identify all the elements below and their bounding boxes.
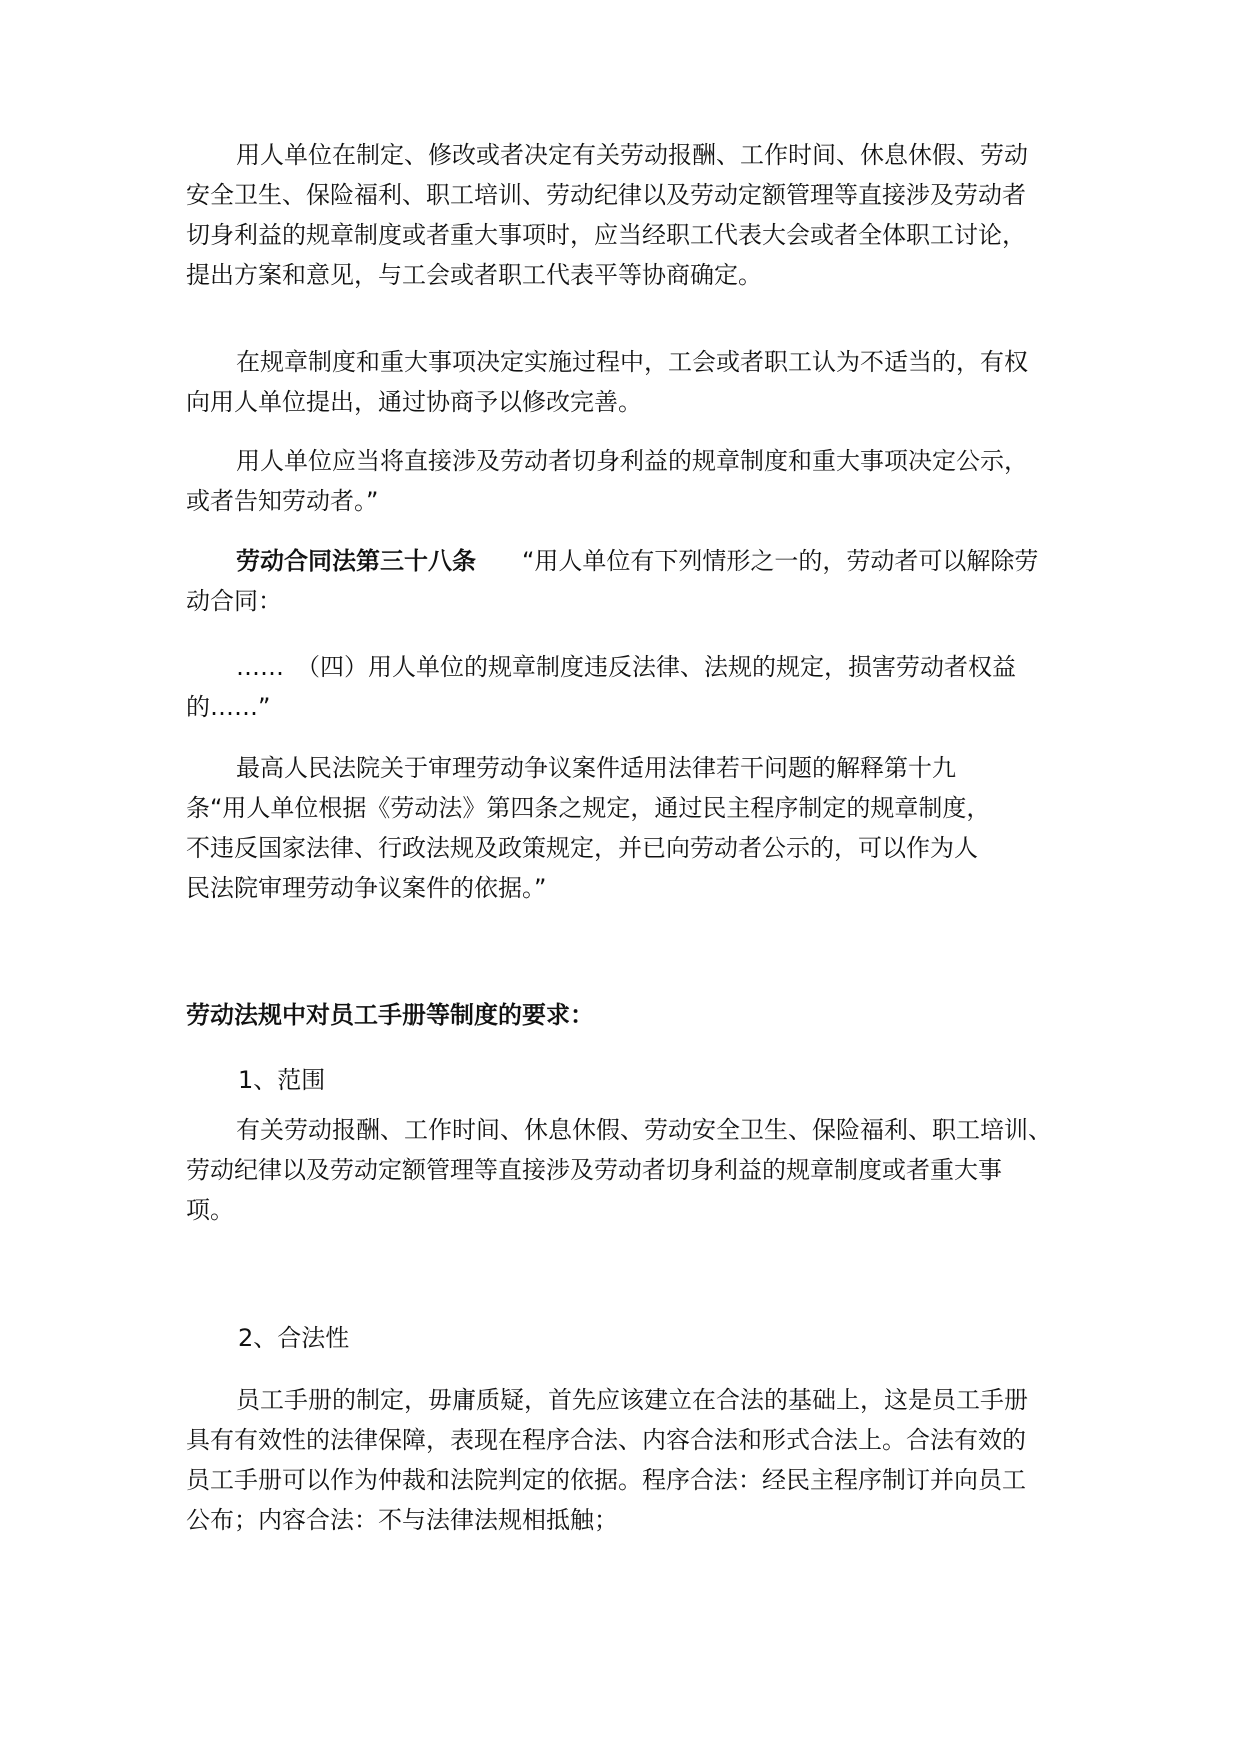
- subheading-text: 1、范围: [238, 1066, 326, 1094]
- subheading-text: 2、合法性: [238, 1324, 350, 1352]
- text-line: 不违反国家法律、行政法规及政策规定，并已向劳动者公示的，可以作为人: [186, 834, 978, 862]
- text-line: 或者告知劳动者。”: [186, 487, 379, 515]
- text-line: 员工手册可以作为仲裁和法院判定的依据。程序合法：经民主程序制订并向员工: [186, 1466, 1026, 1494]
- text-line: 劳动纪律以及劳动定额管理等直接涉及劳动者切身利益的规章制度或者重大事: [186, 1156, 1002, 1184]
- text-line: 有关劳动报酬、工作时间、休息休假、劳动安全卫生、保险福利、职工培训、: [236, 1116, 1052, 1144]
- text-line: 提出方案和意见，与工会或者职工代表平等协商确定。: [186, 261, 762, 289]
- text-line: 的……”: [186, 693, 271, 721]
- text-line: 向用人单位提出，通过协商予以修改完善。: [186, 388, 642, 416]
- text-line: 员工手册的制定，毋庸质疑，首先应该建立在合法的基础上，这是员工手册: [236, 1386, 1028, 1414]
- text-line: 条“用人单位根据《劳动法》第四条之规定，通过民主程序制定的规章制度，: [186, 794, 991, 822]
- text-line: 切身利益的规章制度或者重大事项时，应当经职工代表大会或者全体职工讨论，: [186, 221, 1026, 249]
- text-line: …… （四）用人单位的规章制度违反法律、法规的规定，损害劳动者权益: [236, 653, 1016, 681]
- text-line: 动合同：: [186, 587, 282, 615]
- article-title: 劳动合同法第三十八条: [236, 547, 476, 575]
- text-line: 用人单位应当将直接涉及劳动者切身利益的规章制度和重大事项决定公示，: [236, 447, 1028, 475]
- text-line: 具有有效性的法律保障，表现在程序合法、内容合法和形式合法上。合法有效的: [186, 1426, 1026, 1454]
- text-line: 公布；内容合法：不与法律法规相抵触；: [186, 1506, 618, 1534]
- text-line: 用人单位在制定、修改或者决定有关劳动报酬、工作时间、休息休假、劳动: [236, 141, 1028, 169]
- text-line: 最高人民法院关于审理劳动争议案件适用法律若干问题的解释第十九: [236, 754, 956, 782]
- text-line: 安全卫生、保险福利、职工培训、劳动纪律以及劳动定额管理等直接涉及劳动者: [186, 181, 1026, 209]
- text-line: 在规章制度和重大事项决定实施过程中，工会或者职工认为不适当的，有权: [236, 348, 1028, 376]
- text-line: 民法院审理劳动争议案件的依据。”: [186, 874, 547, 902]
- text-line: 项。: [186, 1196, 234, 1224]
- heading-text: 劳动法规中对员工手册等制度的要求：: [186, 1001, 594, 1029]
- text-line: “用人单位有下列情形之一的，劳动者可以解除劳: [522, 547, 1039, 575]
